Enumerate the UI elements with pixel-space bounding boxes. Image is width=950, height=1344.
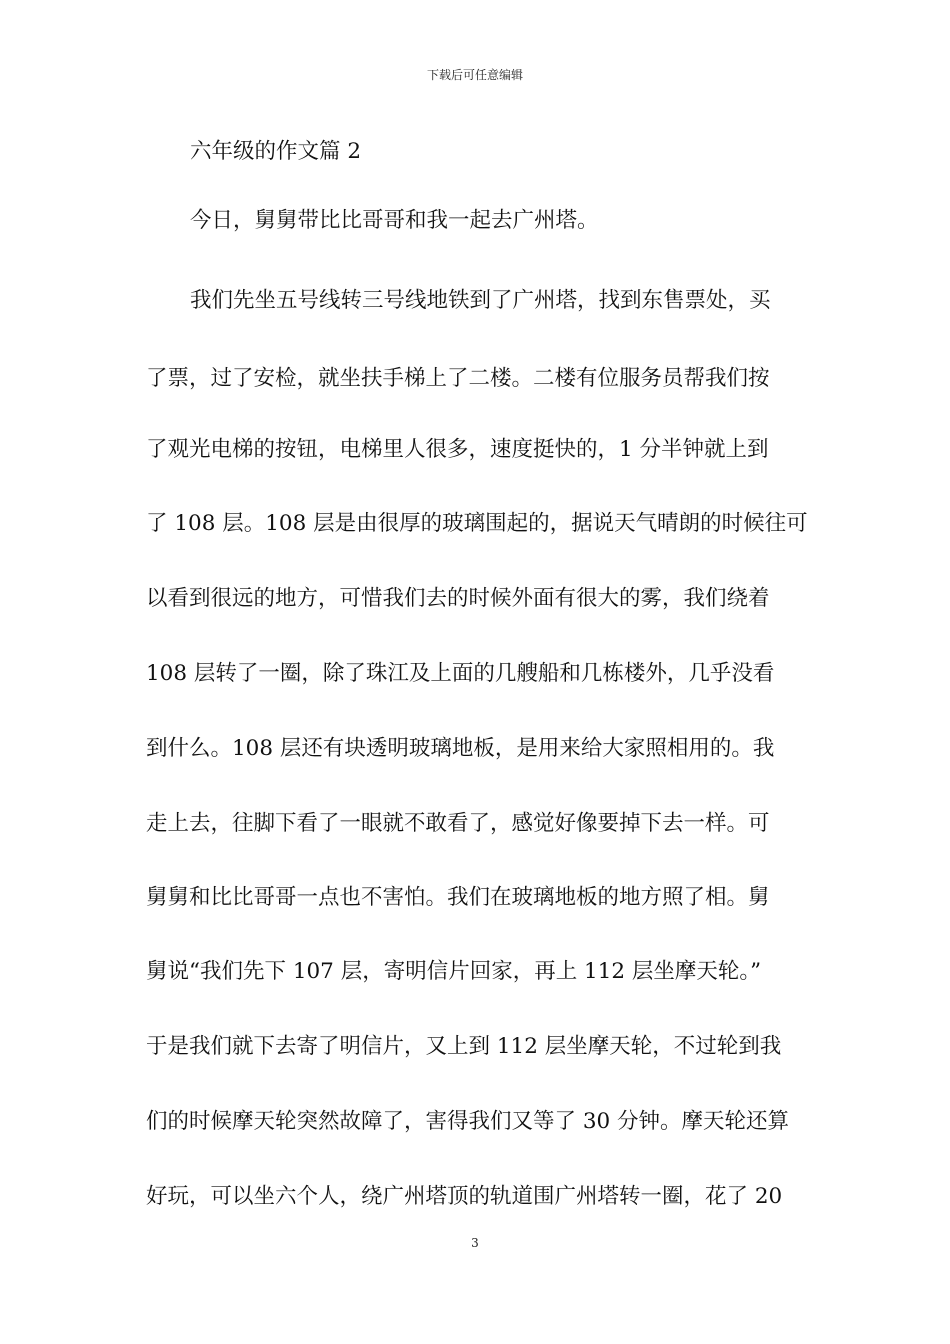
paragraph-line: 我们先坐五号线转三号线地铁到了广州塔，找到东售票处，买 (190, 288, 771, 313)
section-heading: 六年级的作文篇 2 (190, 139, 362, 164)
paragraph-line: 好玩，可以坐六个人，绕广州塔顶的轨道围广州塔转一圈，花了 20 (146, 1184, 783, 1209)
paragraph-line: 了 108 层。108 层是由很厚的玻璃围起的，据说天气晴朗的时候往可 (146, 511, 808, 536)
paragraph-line: 了观光电梯的按钮，电梯里人很多，速度挺快的，1 分半钟就上到 (146, 437, 769, 462)
paragraph-line: 舅舅和比比哥哥一点也不害怕。我们在玻璃地板的地方照了相。舅 (146, 885, 770, 910)
paragraph-line: 了票，过了安检，就坐扶手梯上了二楼。二楼有位服务员帮我们按 (146, 366, 770, 391)
paragraph-line: 以看到很远的地方，可惜我们去的时候外面有很大的雾，我们绕着 (146, 586, 770, 611)
page-header: 下载后可任意编辑 (426, 68, 523, 82)
paragraph-line: 们的时候摩天轮突然故障了，害得我们又等了 30 分钟。摩天轮还算 (146, 1109, 790, 1134)
paragraph-line: 今日，舅舅带比比哥哥和我一起去广州塔。 (190, 208, 599, 233)
paragraph-line: 舅说“我们先下 107 层，寄明信片回家，再上 112 层坐摩天轮。” (146, 959, 762, 984)
page-number: 3 (471, 1236, 479, 1250)
paragraph-line: 于是我们就下去寄了明信片，又上到 112 层坐摩天轮，不过轮到我 (146, 1034, 782, 1059)
paragraph-line: 到什么。108 层还有块透明玻璃地板，是用来给大家照相用的。我 (146, 736, 775, 761)
paragraph-line: 108 层转了一圈，除了珠江及上面的几艘船和几栋楼外，几乎没看 (146, 661, 775, 686)
paragraph-line: 走上去，往脚下看了一眼就不敢看了，感觉好像要掉下去一样。可 (146, 811, 770, 836)
